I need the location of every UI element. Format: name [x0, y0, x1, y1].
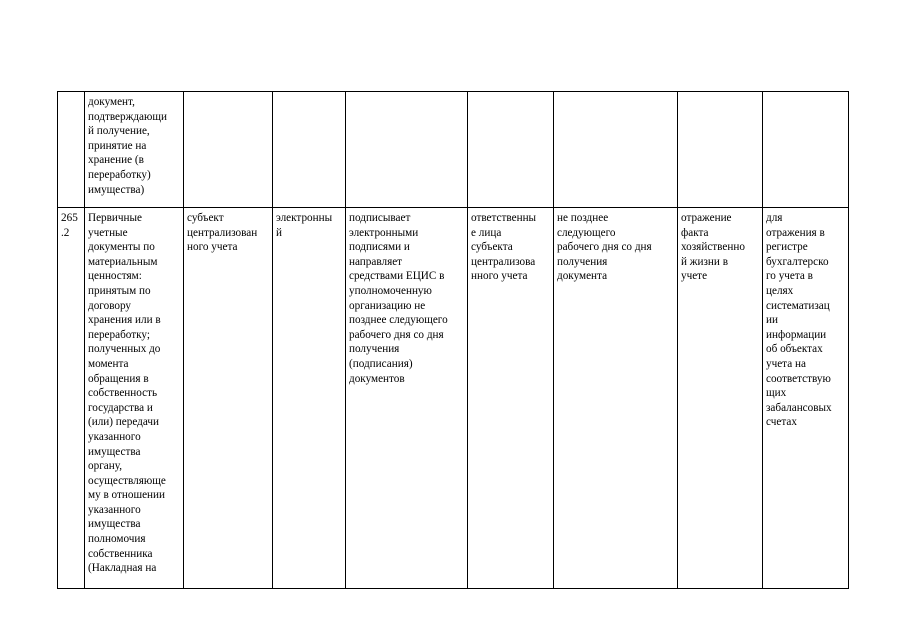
cell-purpose: отражение факта хозяйственно й жизни в учете — [678, 208, 763, 589]
cell-procedure: подписывает электронными подписями и направляет средствами ЕЦИС в уполномоченную организацию не позднее следующего рабочего дня со дня получения (подписания) документов — [346, 208, 468, 589]
cell-number: 265 .2 — [58, 208, 85, 589]
cell-number — [58, 92, 85, 208]
cell-document: Первичные учетные документы по материальным ценностям: принятым по договору хранения или в переработку; полученных до момента обращения в собственность государства и (или) передачи указанного имущества органу, осуществляюще му в отношении указанного имущества полномочия собственника (Накладная на — [85, 208, 184, 589]
cell-signer — [468, 92, 554, 208]
cell-deadline — [554, 92, 678, 208]
cell-responsible — [184, 92, 273, 208]
document-table — [57, 91, 849, 589]
cell-form: электронны й — [273, 208, 346, 589]
cell-signer: ответственны е лица субъекта централизова нного учета — [468, 208, 554, 589]
cell-usage: для отражения в регистре бухгалтерско го учета в целях систематизац ии информации об объектах учета на соответствую щих забалансовых счетах — [763, 208, 849, 589]
cell-form — [273, 92, 346, 208]
cell-document: документ, подтверждающи й получение, принятие на хранение (в переработку) имущества) — [85, 92, 184, 208]
table-row — [58, 92, 849, 208]
cell-responsible: субъект централизован ного учета — [184, 208, 273, 589]
cell-usage — [763, 92, 849, 208]
table-row — [58, 208, 849, 589]
cell-purpose — [678, 92, 763, 208]
cell-deadline: не позднее следующего рабочего дня со дня получения документа — [554, 208, 678, 589]
cell-procedure — [346, 92, 468, 208]
